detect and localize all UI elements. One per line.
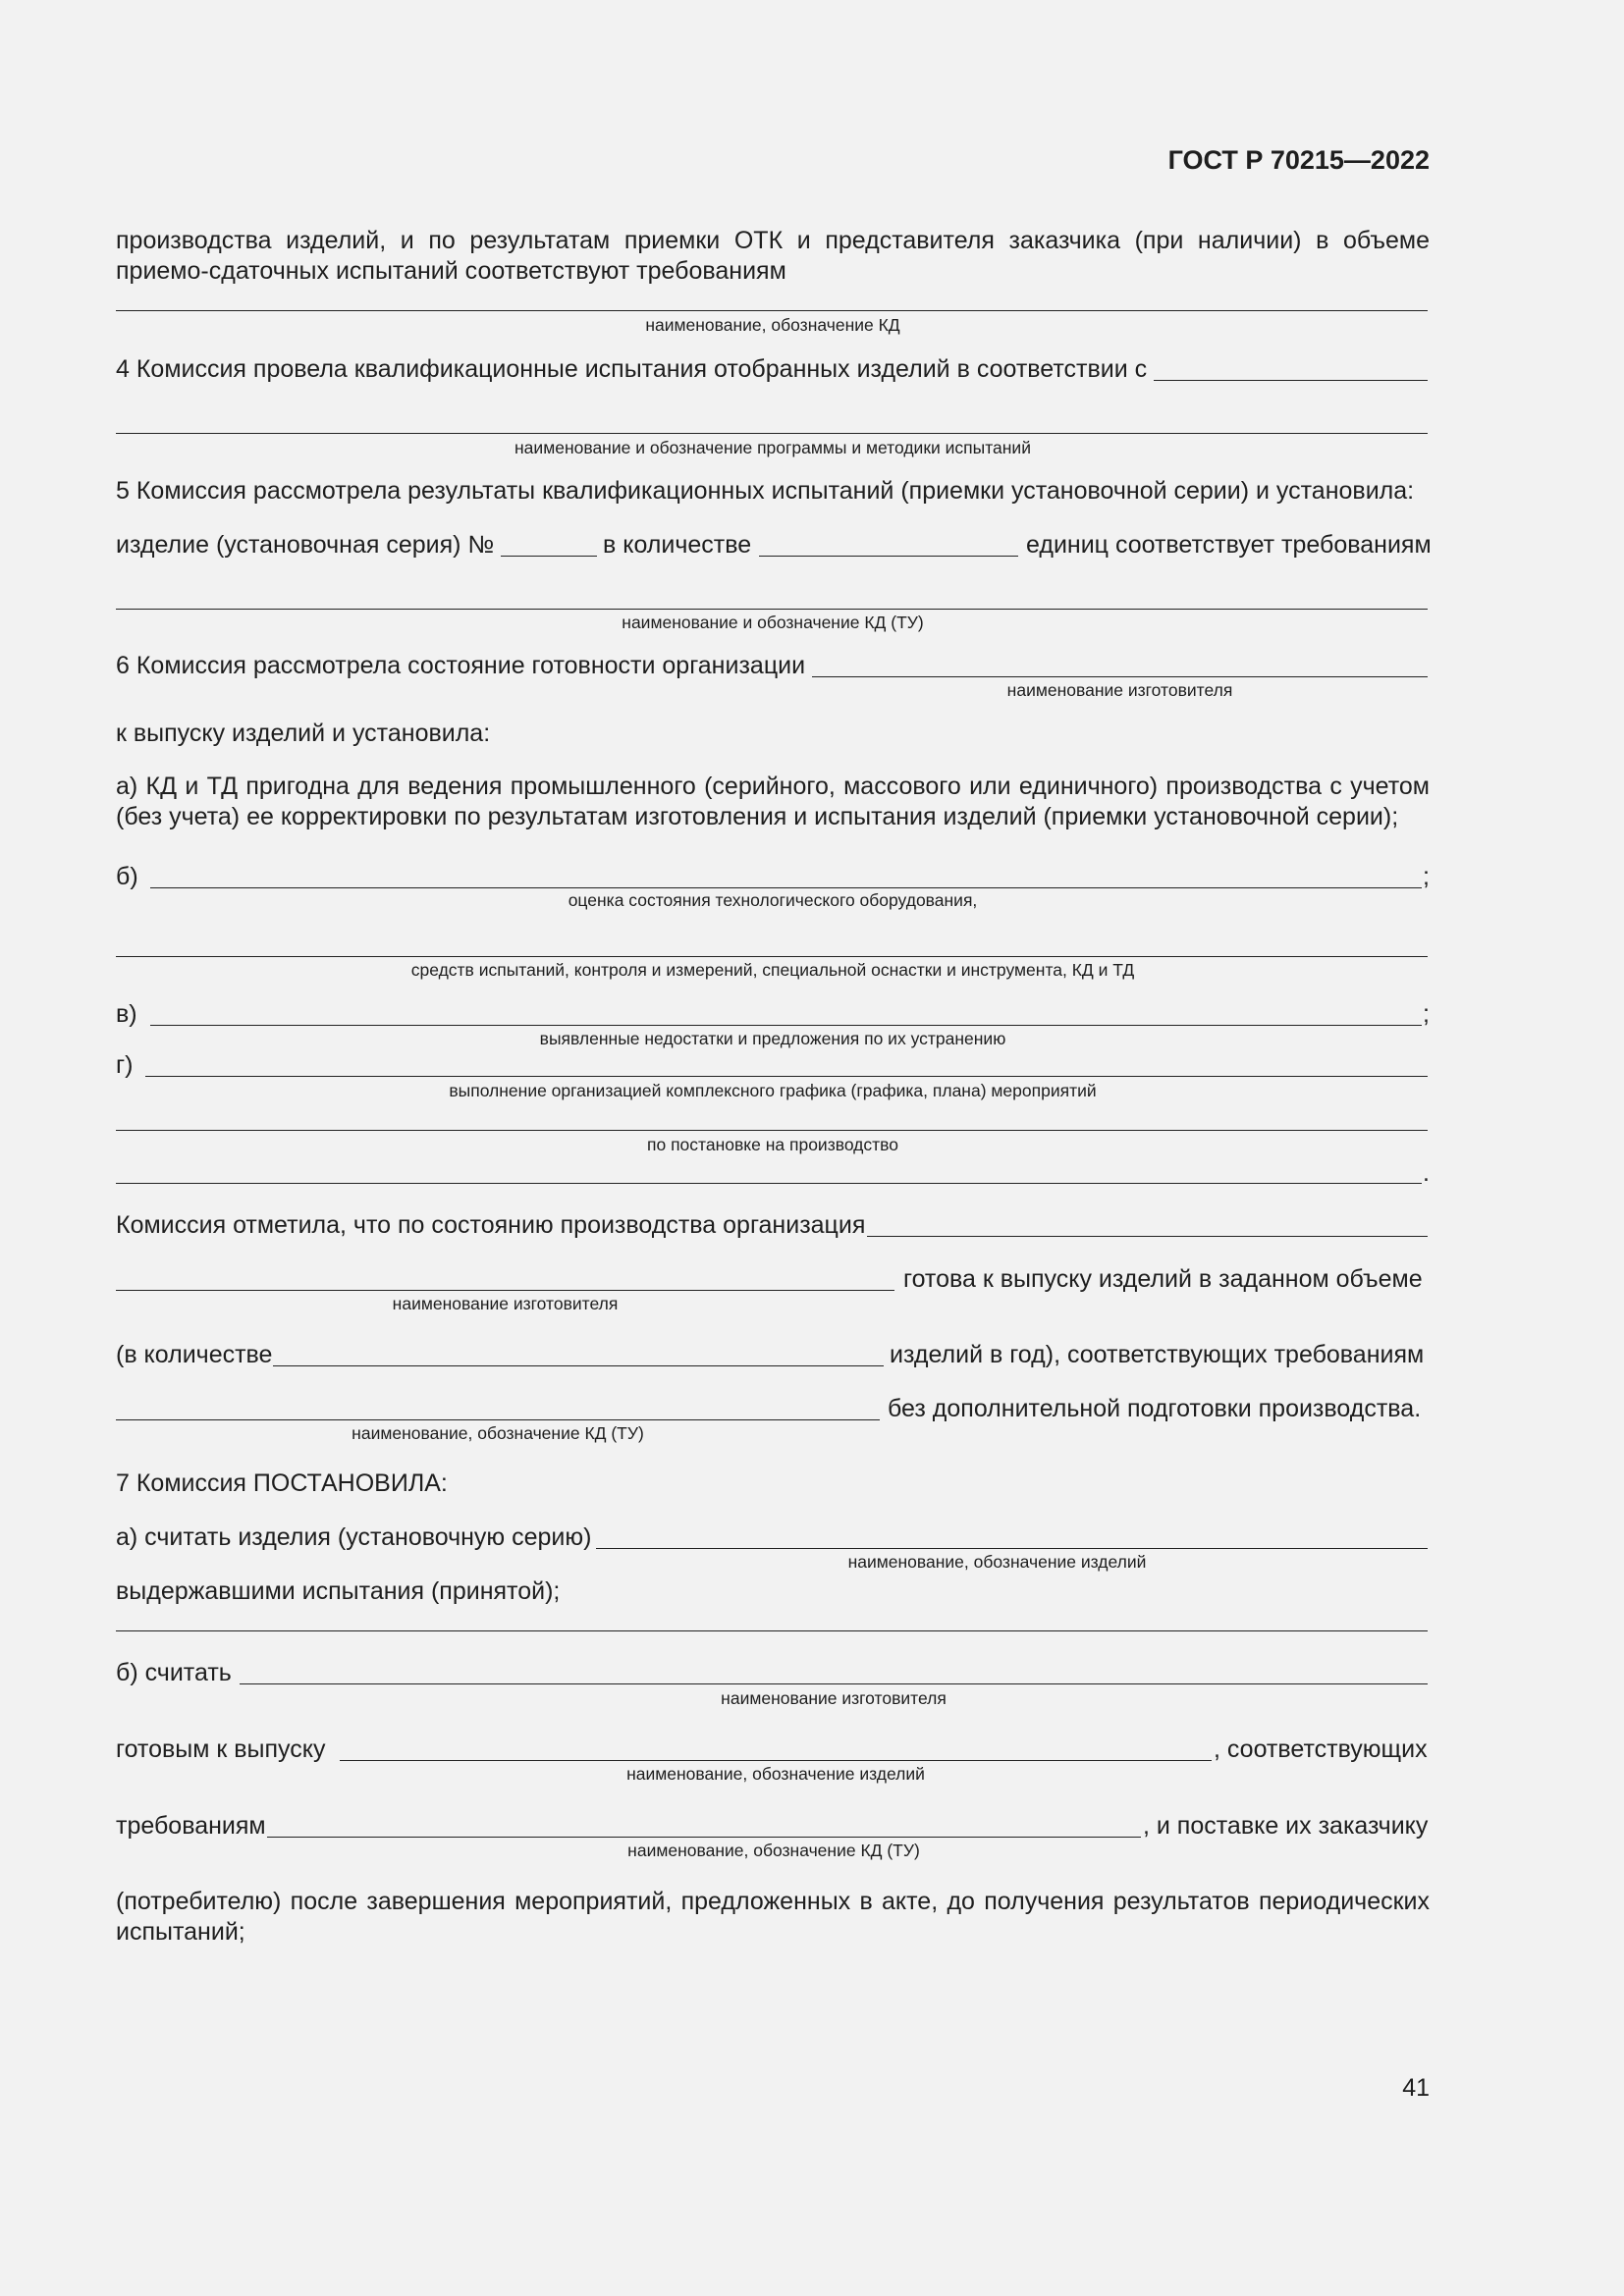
item-7-delivery-text: , и поставке их заказчику <box>1143 1812 1429 1840</box>
intro-paragraph: производства изделий, и по результатам приемки ОТК и представителя заказчика (при наличии) в объеме приемо-сдаточных испытаний соответствуют требованиям <box>116 227 1430 285</box>
fill-line-maker-3[interactable] <box>240 1683 1428 1684</box>
fill-line-number[interactable] <box>501 556 597 557</box>
caption-items: наименование, обозначение изделий <box>847 1552 1147 1572</box>
fill-line-kd-tu-2[interactable] <box>116 1419 880 1420</box>
item-5-text: 5 Комиссия рассмотрела результаты квалификационных испытаний (приемки установочной серии) и установила: <box>116 477 1415 505</box>
standard-designation: ГОСТ Р 70215—2022 <box>1167 145 1430 175</box>
fill-line-setup[interactable] <box>116 1130 1428 1131</box>
caption-program: наименование и обозначение программы и методики испытаний <box>514 438 1031 457</box>
fill-line-maker-name[interactable] <box>116 1290 894 1291</box>
item-7-heading: 7 Комиссия ПОСТАНОВИЛА: <box>116 1469 448 1497</box>
no-prep-text: без дополнительной подготовки производства. <box>888 1395 1422 1422</box>
item-4-text: 4 Комиссия провела квалификационные испытания отобранных изделий в соответствии с <box>116 355 1148 383</box>
fill-line-noted-organization[interactable] <box>867 1236 1428 1237</box>
caption-schedule: выполнение организацией комплексного графика (графика, плана) мероприятий <box>449 1081 1097 1100</box>
period-g: . <box>1423 1159 1430 1187</box>
item-7-final-text: (потребителю) после завершения мероприятий, предложенных в акте, до получения результатов периодических испытаний; <box>116 1888 1430 1946</box>
fill-line-items[interactable] <box>596 1548 1428 1549</box>
label-v: в) <box>116 1000 137 1028</box>
caption-maker-2: наименование изготовителя <box>392 1294 619 1313</box>
fill-line-kd-tu[interactable] <box>116 609 1428 610</box>
item-7-ready-suffix: , соответствующих <box>1214 1735 1428 1763</box>
caption-items-2: наименование, обозначение изделий <box>626 1764 925 1784</box>
fill-line-kd-tu-3[interactable] <box>267 1837 1141 1838</box>
caption-kd-tu-3: наименование, обозначение КД (ТУ) <box>627 1841 920 1860</box>
caption-maker-3: наименование изготовителя <box>721 1688 947 1708</box>
fill-line-defects[interactable] <box>150 1025 1422 1026</box>
item-5-number-label: изделие (установочная серия) № <box>116 531 495 559</box>
fill-line-quantity[interactable] <box>759 556 1018 557</box>
caption-setup: по постановке на производство <box>647 1135 898 1154</box>
fill-line-tools[interactable] <box>116 956 1428 957</box>
fill-line-organization[interactable] <box>812 676 1428 677</box>
semicolon-v: ; <box>1423 1000 1430 1028</box>
item-6-a-text: а) КД и ТД пригодна для ведения промышленного (серийного, массового или единичного) производства с учетом (без учета) ее корректировки по результатам изготовления и испытания изделий (приемки установочной серии); <box>116 773 1430 830</box>
fill-line-setup-continued[interactable] <box>116 1183 1422 1184</box>
quantity-suffix: изделий в год), соответствующих требованиям <box>890 1341 1425 1368</box>
caption-defects: выявленные недостатки и предложения по их устранению <box>539 1029 1006 1048</box>
item-7-ready-text: готовым к выпуску <box>116 1735 326 1763</box>
fill-line-program[interactable] <box>116 433 1428 434</box>
fill-line-passed[interactable] <box>116 1630 1428 1631</box>
fill-line-schedule[interactable] <box>145 1076 1428 1077</box>
item-7-passed-text: выдержавшими испытания (принятой); <box>116 1577 561 1605</box>
caption-equipment: оценка состояния технологического оборудования, <box>568 890 978 910</box>
fill-line-items-2[interactable] <box>340 1760 1212 1761</box>
fill-line-equipment[interactable] <box>150 887 1422 888</box>
caption-kd-tu: наименование и обозначение КД (ТУ) <box>622 613 924 632</box>
caption-maker: наименование изготовителя <box>1006 680 1233 700</box>
item-5-units-label: единиц соответствует требованиям <box>1026 531 1432 559</box>
item-7-a-text: а) считать изделия (установочную серию) <box>116 1523 592 1551</box>
noted-text: Комиссия отметила, что по состоянию производства организация <box>116 1211 866 1239</box>
fill-line-item-4[interactable] <box>1154 380 1428 381</box>
ready-text: готова к выпуску изделий в заданном объеме <box>903 1265 1423 1293</box>
item-6-text: 6 Комиссия рассмотрела состояние готовности организации <box>116 652 806 679</box>
item-6-release-text: к выпуску изделий и установила: <box>116 720 491 747</box>
item-7-requirements-text: требованиям <box>116 1812 266 1840</box>
item-7-b-text: б) считать <box>116 1659 232 1686</box>
label-b: б) <box>116 863 138 890</box>
page-number: 41 <box>1402 2074 1430 2102</box>
fill-line-annual-quantity[interactable] <box>273 1365 884 1366</box>
fill-line-kd[interactable] <box>116 310 1428 311</box>
caption-kd: наименование, обозначение КД <box>645 315 900 335</box>
label-g: г) <box>116 1051 134 1079</box>
caption-tools: средств испытаний, контроля и измерений, специальной оснастки и инструмента, КД и ТД <box>410 960 1135 980</box>
quantity-label: (в количестве <box>116 1341 273 1368</box>
item-5-quantity-label: в количестве <box>603 531 752 559</box>
semicolon-b: ; <box>1423 863 1430 890</box>
caption-kd-tu-2: наименование, обозначение КД (ТУ) <box>352 1423 644 1443</box>
